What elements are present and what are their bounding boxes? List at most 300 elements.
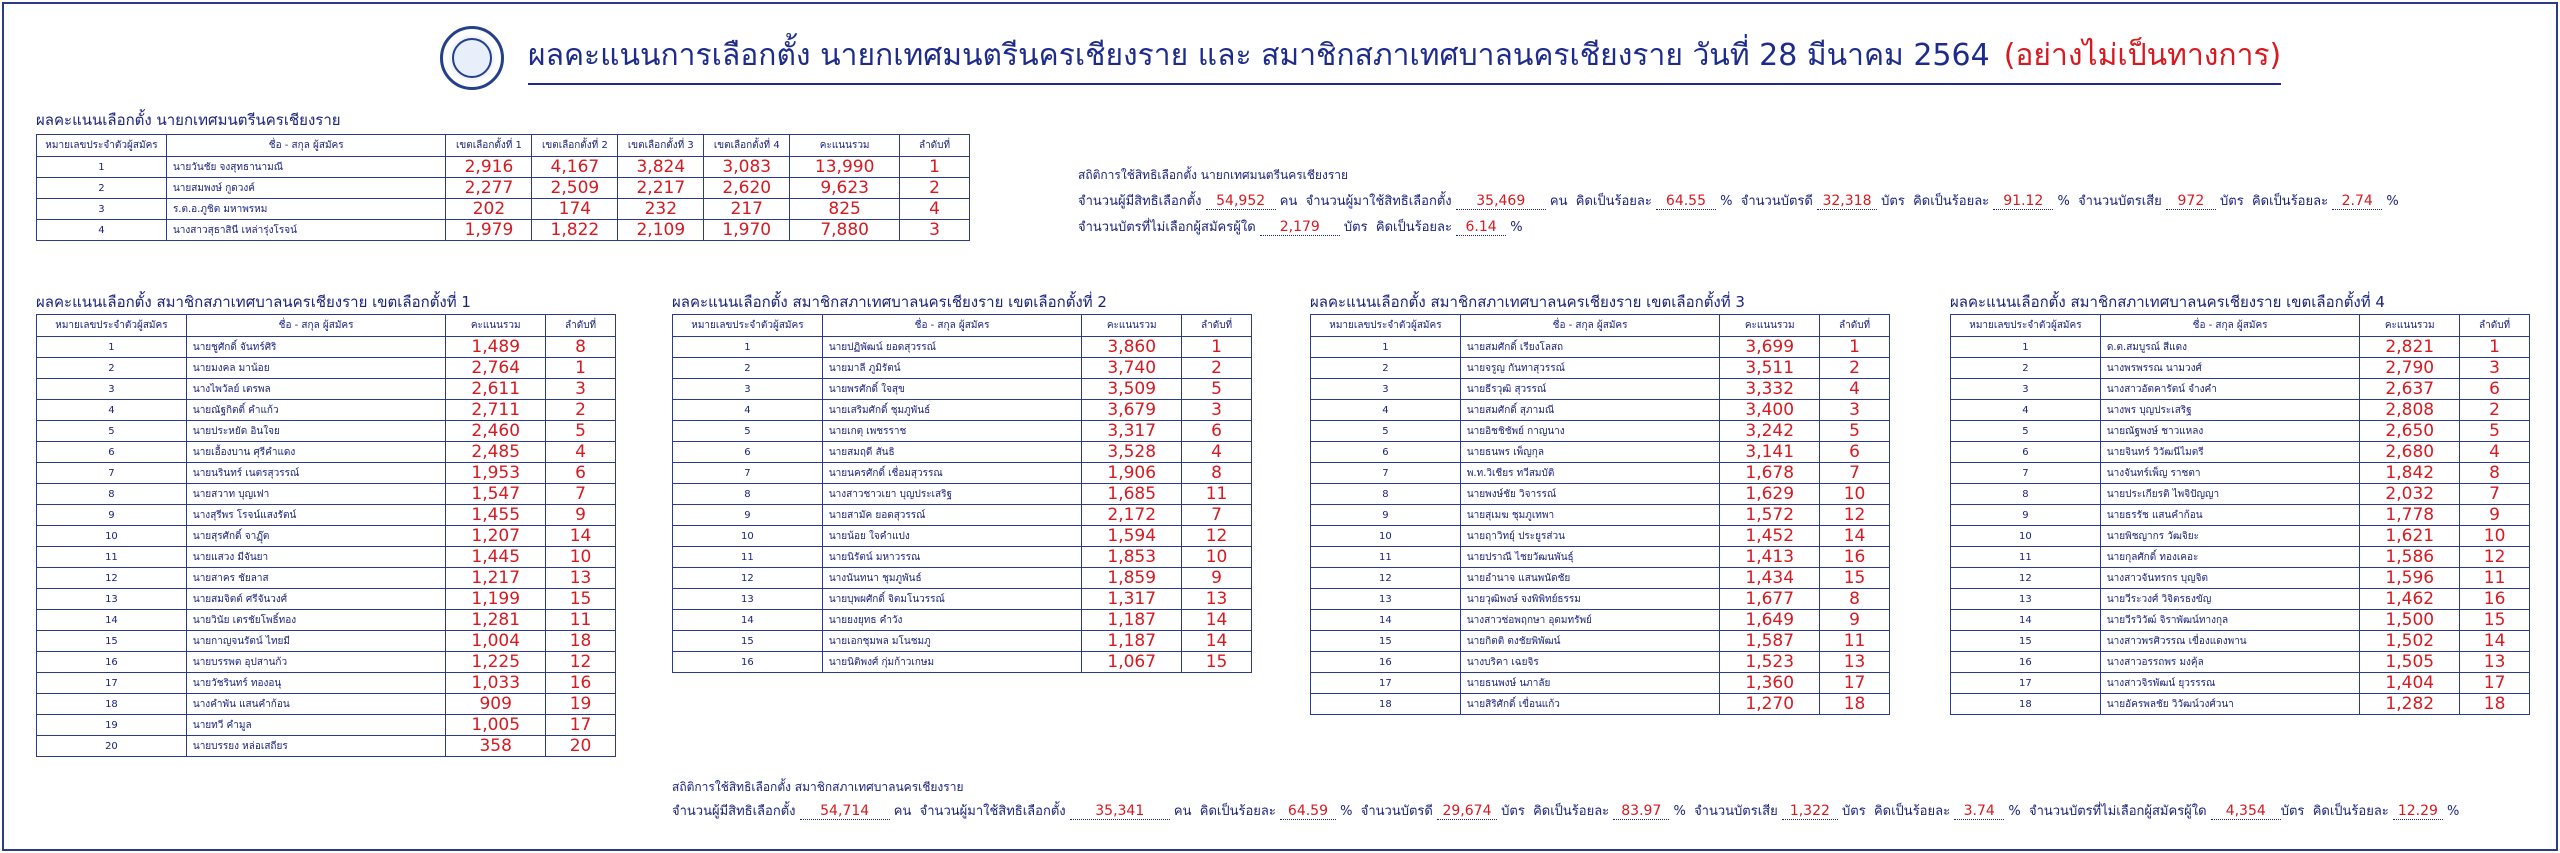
rank-cell: 9 (2460, 505, 2530, 526)
candidate-number: 8 (1311, 484, 1461, 505)
total-score: 2,460 (446, 421, 546, 442)
column-header: ลำดับที่ (546, 315, 616, 337)
table-row (1951, 631, 2530, 652)
unofficial-label: (อย่างไม่เป็นทางการ) (2003, 37, 2282, 73)
candidate-number: 16 (1951, 652, 2101, 673)
column-header: ชื่อ - สกุล ผู้สมัคร (1460, 315, 1719, 337)
table-row (37, 400, 616, 421)
candidate-number: 10 (1311, 526, 1461, 547)
mayor-novote-value: 2,179 (1260, 219, 1340, 236)
total-score: 1,005 (446, 715, 546, 736)
rank-cell: 17 (2460, 673, 2530, 694)
rank-cell: 10 (1820, 484, 1890, 505)
table-row (37, 199, 970, 220)
candidate-name: นางสาวจิรพัฒน์ ยุวรรรณ (2100, 673, 2360, 694)
total-score: 2,032 (2360, 484, 2460, 505)
candidate-name: นางสุรีพร โรจน์แสงรัตน์ (186, 505, 445, 526)
score-cell: 2,916 (446, 157, 532, 178)
candidate-number: 7 (1951, 463, 2101, 484)
mayor-good-value: 32,318 (1817, 193, 1877, 210)
total-score: 1,594 (1082, 526, 1182, 547)
score-cell: 1,979 (446, 220, 532, 241)
candidate-number: 8 (673, 484, 823, 505)
table-row (673, 463, 1252, 484)
page-title: ผลคะแนนการเลือกตั้ง นายกเทศมนตรีนครเชียงราย และ สมาชิกสภาเทศบาลนครเชียงราย วันที่ 28 มีนาคม 2564 (อย่างไม่เป็นทางการ) (528, 32, 2281, 85)
table-row (37, 547, 616, 568)
council-bad-pct: 3.74 (1954, 803, 2004, 820)
total-score: 1,004 (446, 631, 546, 652)
total-score: 3,242 (1720, 421, 1820, 442)
rank-cell: 12 (1182, 526, 1252, 547)
score-cell: 2,217 (618, 178, 704, 199)
council-voted-pct: 64.59 (1280, 803, 1336, 820)
table-row (1311, 442, 1890, 463)
total-score: 1,859 (1082, 568, 1182, 589)
score-cell: 1,970 (704, 220, 790, 241)
table-row (1311, 463, 1890, 484)
score-cell: 3,824 (618, 157, 704, 178)
candidate-name: นายประหยัด อินใจย (186, 421, 445, 442)
candidate-number: 4 (673, 400, 823, 421)
candidate-name: นายอิชชิชัพย์ กาญนาง (1460, 421, 1719, 442)
rank-cell: 12 (1820, 505, 1890, 526)
candidate-name: นายวีระวงศ์ วิจิตรธงขัญ (2100, 589, 2360, 610)
candidate-number: 10 (37, 526, 187, 547)
candidate-number: 1 (37, 337, 187, 358)
candidate-name: นางนันทนา ชุมภูพันธ์ (822, 568, 1081, 589)
total-score: 1,678 (1720, 463, 1820, 484)
candidate-name: นายมาลี ภูมิรัตน์ (822, 358, 1081, 379)
table-row (37, 694, 616, 715)
total-score: 1,596 (2360, 568, 2460, 589)
table-row (1951, 484, 2530, 505)
candidate-number: 1 (1951, 337, 2101, 358)
candidate-name: นายสมศักดิ์ เรียงโลสถ (1460, 337, 1719, 358)
table-row (37, 652, 616, 673)
total-score: 1,067 (1082, 652, 1182, 673)
candidate-number: 3 (1951, 379, 2101, 400)
table-row (1951, 337, 2530, 358)
mayor-novote-pct: 6.14 (1456, 219, 1506, 236)
total-score: 1,360 (1720, 673, 1820, 694)
mayor-voted-pct: 64.55 (1656, 193, 1716, 210)
column-header: คะแนนรวม (1082, 315, 1182, 337)
rank-cell: 9 (1820, 610, 1890, 631)
candidate-number: 12 (37, 568, 187, 589)
table-row (37, 358, 616, 379)
candidate-number: 4 (37, 400, 187, 421)
candidate-number: 15 (37, 631, 187, 652)
rank-cell: 16 (2460, 589, 2530, 610)
candidate-name: นางไพวัลย์ เตรพล (186, 379, 445, 400)
total-score: 2,764 (446, 358, 546, 379)
score-cell: 202 (446, 199, 532, 220)
total-score: 7,880 (790, 220, 900, 241)
candidate-name: นายพรศักดิ์ ใจสุข (822, 379, 1081, 400)
candidate-number: 8 (37, 484, 187, 505)
total-score: 909 (446, 694, 546, 715)
table-row (673, 568, 1252, 589)
rank-cell: 2 (1182, 358, 1252, 379)
total-score: 1,445 (446, 547, 546, 568)
table-row (673, 400, 1252, 421)
candidate-number: 11 (1311, 547, 1461, 568)
rank-cell: 17 (546, 715, 616, 736)
table-row (37, 631, 616, 652)
candidate-number: 15 (1951, 631, 2101, 652)
total-score: 1,404 (2360, 673, 2460, 694)
candidate-number: 13 (37, 589, 187, 610)
candidate-name: นายกิตติ ตงชัยพิพัฒน์ (1460, 631, 1719, 652)
total-score: 1,270 (1720, 694, 1820, 715)
rank-cell: 4 (1820, 379, 1890, 400)
candidate-number: 9 (37, 505, 187, 526)
table-row (37, 715, 616, 736)
candidate-number: 12 (673, 568, 823, 589)
total-score: 1,677 (1720, 589, 1820, 610)
header-row (673, 315, 1252, 337)
candidate-name: นายเอื้องบาน ศุรีคำแดง (186, 442, 445, 463)
table-row (673, 421, 1252, 442)
candidate-number: 5 (673, 421, 823, 442)
candidate-number: 3 (37, 199, 167, 220)
candidate-number: 13 (673, 589, 823, 610)
rank-cell: 4 (1182, 442, 1252, 463)
total-score: 9,623 (790, 178, 900, 199)
mayor-bad-value: 972 (2166, 193, 2216, 210)
mayor-results-title: ผลคะแนนเลือกตั้ง นายกเทศมนตรีนครเชียงราย (36, 111, 341, 129)
score-cell: 174 (532, 199, 618, 220)
total-score: 1,462 (2360, 589, 2460, 610)
council-stats-title: สถิติการใช้สิทธิเลือกตั้ง สมาชิกสภาเทศบาลนครเชียงราย (672, 780, 964, 794)
table-row (1311, 568, 1890, 589)
table-row (1951, 547, 2530, 568)
score-cell: 2,277 (446, 178, 532, 199)
total-score: 1,455 (446, 505, 546, 526)
candidate-number: 18 (1951, 694, 2101, 715)
rank-cell: 4 (2460, 442, 2530, 463)
candidate-name: นายแสวง มีจันยา (186, 547, 445, 568)
candidate-number: 17 (37, 673, 187, 694)
table-row (1951, 400, 2530, 421)
candidate-name: นายเสริมศักดิ์ ชุมภูพันธ์ (822, 400, 1081, 421)
table-row (37, 526, 616, 547)
candidate-name: นางบริคา เฉยจิร (1460, 652, 1719, 673)
table-row (1311, 652, 1890, 673)
mayor-stats-line-1: จำนวนผู้มีสิทธิเลือกตั้ง 54,952 คน จำนวนผู้มาใช้สิทธิเลือกตั้ง 35,469 คน คิดเป็นร้อยละ 64.55 % จำนวนบัตรดี 32,318 บัตร คิดเป็นร้อยละ 91.12 % จำนวนบัตรเสีย 972 บัตร คิดเป็นร้อยละ 2.74 % (1078, 193, 2399, 209)
candidate-number: 16 (1311, 652, 1461, 673)
total-score: 1,281 (446, 610, 546, 631)
table-row (1311, 610, 1890, 631)
total-score: 825 (790, 199, 900, 220)
column-header: ชื่อ - สกุล ผู้สมัคร (822, 315, 1081, 337)
candidate-number: 9 (673, 505, 823, 526)
candidate-name: นายนิติพงศ์ กุ่มก้าวเกษม (822, 652, 1081, 673)
table-row (1951, 694, 2530, 715)
table-row (673, 610, 1252, 631)
mayor-header-row (37, 135, 970, 157)
table-row (1311, 379, 1890, 400)
rank-cell: 7 (1820, 463, 1890, 484)
rank-cell: 18 (2460, 694, 2530, 715)
rank-cell: 6 (546, 463, 616, 484)
table-row (37, 220, 970, 241)
total-score: 1,906 (1082, 463, 1182, 484)
candidate-name: นายสมจิตต์ ศรีจันวงศ์ (186, 589, 445, 610)
column-header: ลำดับที่ (2460, 315, 2530, 337)
total-score: 2,611 (446, 379, 546, 400)
rank-cell: 14 (1182, 610, 1252, 631)
rank-cell: 11 (2460, 568, 2530, 589)
table-row (1951, 379, 2530, 400)
total-score: 2,485 (446, 442, 546, 463)
candidate-name: นายนิรัตน์ มหาวรรณ (822, 547, 1081, 568)
municipal-seal-icon (440, 26, 504, 90)
candidate-number: 18 (37, 694, 187, 715)
candidate-number: 11 (37, 547, 187, 568)
rank-cell: 16 (546, 673, 616, 694)
table-row (673, 337, 1252, 358)
table-row (673, 652, 1252, 673)
candidate-number: 14 (1951, 610, 2101, 631)
table-row (1311, 505, 1890, 526)
total-score: 2,650 (2360, 421, 2460, 442)
candidate-number: 16 (673, 652, 823, 673)
candidate-name: นายอัครพลชัย วิวัฒน์วงศ์วนา (2100, 694, 2360, 715)
total-score: 3,332 (1720, 379, 1820, 400)
candidate-number: 2 (37, 358, 187, 379)
table-row (1951, 358, 2530, 379)
total-score: 1,621 (2360, 526, 2460, 547)
rank-cell: 9 (546, 505, 616, 526)
candidate-name: นายกุลศักดิ์ ทองเคอะ (2100, 547, 2360, 568)
table-row (37, 442, 616, 463)
rank-cell: 1 (900, 157, 970, 178)
candidate-name: นายเอกชุมพล มโนชมภู (822, 631, 1081, 652)
rank-cell: 2 (546, 400, 616, 421)
council-stats-line: จำนวนผู้มีสิทธิเลือกตั้ง 54,714 คน จำนวนผู้มาใช้สิทธิเลือกตั้ง 35,341 คน คิดเป็นร้อยละ 64.59 % จำนวนบัตรดี 29,674 บัตร คิดเป็นร้อยละ 83.97 % จำนวนบัตรเสีย 1,322 บัตร คิดเป็นร้อยละ 3.74 % จำนวนบัตรที่ไม่เลือกผู้สมัครผู้ใด 4,354 บัตร คิดเป็นร้อยละ 12.29 % (672, 803, 2460, 819)
total-score: 2,711 (446, 400, 546, 421)
total-score: 2,637 (2360, 379, 2460, 400)
district-4-table (1950, 314, 2530, 715)
candidate-name: นายธรรัช แสนคำก้อน (2100, 505, 2360, 526)
candidate-number: 17 (1951, 673, 2101, 694)
total-score: 1,629 (1720, 484, 1820, 505)
column-header: เขตเลือกตั้งที่ 4 (704, 135, 790, 157)
table-row (1951, 505, 2530, 526)
candidate-number: 16 (37, 652, 187, 673)
column-header: ลำดับที่ (1820, 315, 1890, 337)
rank-cell: 14 (2460, 631, 2530, 652)
candidate-name: นายสุรศักดิ์ จาฏุ๊ต (186, 526, 445, 547)
table-row (673, 589, 1252, 610)
candidate-name: นายฤาวิทยุ์ ประยูรส่วน (1460, 526, 1719, 547)
table-row (1951, 652, 2530, 673)
candidate-name: นายธีรวุฒิ สุวรรณ์ (1460, 379, 1719, 400)
score-cell: 4,167 (532, 157, 618, 178)
score-cell: 1,822 (532, 220, 618, 241)
candidate-number: 7 (37, 463, 187, 484)
rank-cell: 18 (1820, 694, 1890, 715)
total-score: 1,685 (1082, 484, 1182, 505)
column-header: ชื่อ - สกุล ผู้สมัคร (166, 135, 446, 157)
total-score: 2,680 (2360, 442, 2460, 463)
rank-cell: 6 (1820, 442, 1890, 463)
table-row (1311, 337, 1890, 358)
total-score: 3,400 (1720, 400, 1820, 421)
candidate-name: นายนรินทร์ เนตรสุวรรณ์ (186, 463, 445, 484)
candidate-number: 13 (1311, 589, 1461, 610)
candidate-name: นายธนพงษ์ นภาลัย (1460, 673, 1719, 694)
total-score: 1,649 (1720, 610, 1820, 631)
candidate-name: นางพร บุญประเสริฐ (2100, 400, 2360, 421)
rank-cell: 15 (1820, 568, 1890, 589)
rank-cell: 7 (1182, 505, 1252, 526)
candidate-name: นายชูศักดิ์ จันทร์ศิริ (186, 337, 445, 358)
table-row (1311, 526, 1890, 547)
candidate-number: 10 (673, 526, 823, 547)
candidate-number: 1 (37, 157, 167, 178)
rank-cell: 18 (546, 631, 616, 652)
candidate-number: 6 (673, 442, 823, 463)
candidate-number: 12 (1311, 568, 1461, 589)
table-row (1951, 421, 2530, 442)
rank-cell: 8 (546, 337, 616, 358)
table-row (673, 379, 1252, 400)
column-header: หมายเลขประจำตัวผู้สมัคร (673, 315, 823, 337)
total-score: 1,572 (1720, 505, 1820, 526)
rank-cell: 6 (2460, 379, 2530, 400)
total-score: 3,679 (1082, 400, 1182, 421)
table-row (673, 358, 1252, 379)
total-score: 1,502 (2360, 631, 2460, 652)
column-header: คะแนนรวม (790, 135, 900, 157)
rank-cell: 6 (1182, 421, 1252, 442)
candidate-number: 2 (673, 358, 823, 379)
council-good-value: 29,674 (1437, 803, 1497, 820)
rank-cell: 15 (2460, 610, 2530, 631)
table-row (37, 505, 616, 526)
candidate-name: นายบรรพต อุปสานก้ว (186, 652, 445, 673)
column-header: เขตเลือกตั้งที่ 2 (532, 135, 618, 157)
council-bad-value: 1,322 (1782, 803, 1838, 820)
column-header: ลำดับที่ (1182, 315, 1252, 337)
candidate-name: นายวินัย เตรชัยโพธิ์ทอง (186, 610, 445, 631)
rank-cell: 12 (2460, 547, 2530, 568)
candidate-name: นายน้อย ใจคำแปง (822, 526, 1081, 547)
candidate-number: 4 (37, 220, 167, 241)
header-row (1951, 315, 2530, 337)
district-4-title: ผลคะแนนเลือกตั้ง สมาชิกสภาเทศบาลนครเชียงราย เขตเลือกตั้งที่ 4 (1950, 293, 2385, 311)
total-score: 1,207 (446, 526, 546, 547)
candidate-name: นายนครศักดิ์ เชื่อมสุวรรณ (822, 463, 1081, 484)
rank-cell: 17 (1820, 673, 1890, 694)
rank-cell: 13 (2460, 652, 2530, 673)
column-header: เขตเลือกตั้งที่ 3 (618, 135, 704, 157)
rank-cell: 3 (1182, 400, 1252, 421)
table-row (1311, 631, 1890, 652)
candidate-name: นายเกตุ เพชรราช (822, 421, 1081, 442)
candidate-name: นายพิชญากร วัฒจิยะ (2100, 526, 2360, 547)
column-header: คะแนนรวม (1720, 315, 1820, 337)
mayor-stats-line-2: จำนวนบัตรที่ไม่เลือกผู้สมัครผู้ใด 2,179 บัตร คิดเป็นร้อยละ 6.14 % (1078, 219, 1523, 235)
total-score: 1,500 (2360, 610, 2460, 631)
candidate-number: 6 (1951, 442, 2101, 463)
candidate-name: นายทวี คำมูล (186, 715, 445, 736)
rank-cell: 1 (2460, 337, 2530, 358)
candidate-name: นายวันชัย จงสุทธานามณี (166, 157, 446, 178)
table-row (1311, 400, 1890, 421)
table-row (37, 568, 616, 589)
candidate-name: นางสาวพรศิวรรณ เขื่องแดงพาน (2100, 631, 2360, 652)
table-row (37, 463, 616, 484)
candidate-name: นายวุฒิพงษ์ จงพิพิทย์ธรรม (1460, 589, 1719, 610)
candidate-number: 14 (1311, 610, 1461, 631)
total-score: 3,740 (1082, 358, 1182, 379)
candidate-name: นายสาคร ชัยลาส (186, 568, 445, 589)
candidate-name: นายบุพผศักดิ์ จิตมโนวรรณ์ (822, 589, 1081, 610)
table-row (37, 484, 616, 505)
rank-cell: 14 (1182, 631, 1252, 652)
total-score: 1,489 (446, 337, 546, 358)
candidate-number: 3 (1311, 379, 1461, 400)
total-score: 1,282 (2360, 694, 2460, 715)
candidate-name: นายมงคล มาน้อย (186, 358, 445, 379)
mayor-stats-title: สถิติการใช้สิทธิเลือกตั้ง นายกเทศมนตรีนครเชียงราย (1078, 168, 1349, 182)
rank-cell: 10 (1182, 547, 1252, 568)
total-score: 1,033 (446, 673, 546, 694)
candidate-name: นางจันทร์เพ็ญ ราชตา (2100, 463, 2360, 484)
total-score: 3,528 (1082, 442, 1182, 463)
candidate-number: 18 (1311, 694, 1461, 715)
candidate-number: 9 (1311, 505, 1461, 526)
total-score: 1,842 (2360, 463, 2460, 484)
rank-cell: 3 (900, 220, 970, 241)
council-voted-value: 35,341 (1070, 803, 1170, 820)
district-3-title: ผลคะแนนเลือกตั้ง สมาชิกสภาเทศบาลนครเชียงราย เขตเลือกตั้งที่ 3 (1310, 293, 1745, 311)
total-score: 1,187 (1082, 610, 1182, 631)
candidate-number: 9 (1951, 505, 2101, 526)
candidate-name: นายวีรวิวัฒ์ จิราพัฒน์ทางกุล (2100, 610, 2360, 631)
rank-cell: 3 (2460, 358, 2530, 379)
table-row (37, 337, 616, 358)
candidate-name: นายยงยุทธ คำวัง (822, 610, 1081, 631)
total-score: 3,511 (1720, 358, 1820, 379)
rank-cell: 19 (546, 694, 616, 715)
rank-cell: 15 (546, 589, 616, 610)
candidate-name: ร.ต.อ.ภูชิต มหาพรหม (166, 199, 446, 220)
rank-cell: 4 (900, 199, 970, 220)
table-row (673, 631, 1252, 652)
rank-cell: 13 (1182, 589, 1252, 610)
table-row (1311, 484, 1890, 505)
rank-cell: 10 (546, 547, 616, 568)
candidate-number: 17 (1311, 673, 1461, 694)
candidate-name: นายปราณี ไชยวัฒนพันธุ์ (1460, 547, 1719, 568)
candidate-name: นางสาวอรรถพร มงคุ้ล (2100, 652, 2360, 673)
candidate-number: 6 (37, 442, 187, 463)
candidate-name: พ.ท.วิเชียร ทวีสมบัติ (1460, 463, 1719, 484)
column-header: ลำดับที่ (900, 135, 970, 157)
district-1-title: ผลคะแนนเลือกตั้ง สมาชิกสภาเทศบาลนครเชียงราย เขตเลือกตั้งที่ 1 (36, 293, 471, 311)
candidate-number: 1 (1311, 337, 1461, 358)
candidate-number: 13 (1951, 589, 2101, 610)
total-score: 2,808 (2360, 400, 2460, 421)
rank-cell: 13 (546, 568, 616, 589)
total-score: 1,505 (2360, 652, 2460, 673)
candidate-name: นางสาวชาวเยา บุญประเสริฐ (822, 484, 1081, 505)
candidate-number: 3 (673, 379, 823, 400)
